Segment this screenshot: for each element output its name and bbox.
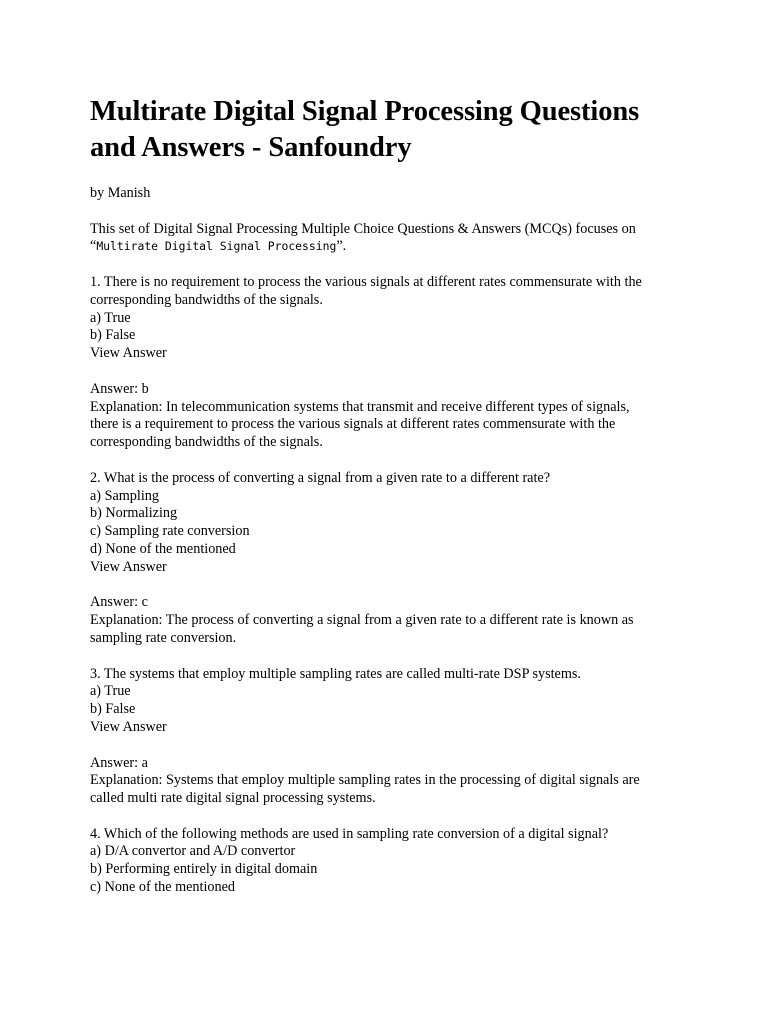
question-4 bbox=[90, 826, 688, 897]
explanation-line: Explanation: The process of converting a signal from a given rate to a different rate is known as bbox=[90, 612, 634, 629]
answer-block-3 bbox=[90, 755, 688, 808]
answer-option: a) Sampling bbox=[90, 487, 159, 504]
answer-option: a) True bbox=[90, 683, 131, 700]
explanation-line: corresponding bandwidths of the signals. bbox=[90, 434, 323, 451]
question-2 bbox=[90, 470, 688, 577]
question-1 bbox=[90, 274, 688, 363]
explanation-line: Explanation: Systems that employ multiple sampling rates in the processing of digital signals are bbox=[90, 772, 640, 789]
answer-option: c) Sampling rate conversion bbox=[90, 523, 250, 540]
answer-option: d) None of the mentioned bbox=[90, 540, 236, 557]
question-text-line: 3. The systems that employ multiple sampling rates are called multi-rate DSP systems. bbox=[90, 665, 581, 682]
answer-label: Answer: c bbox=[90, 594, 148, 611]
intro-line-1: This set of Digital Signal Processing Multiple Choice Questions & Answers (MCQs) focuses on bbox=[90, 220, 636, 237]
answer-label: Answer: a bbox=[90, 754, 148, 771]
title-line-2: and Answers - Sanfoundry bbox=[90, 132, 412, 163]
view-answer-link[interactable]: View Answer bbox=[90, 558, 167, 575]
view-answer-link[interactable]: View Answer bbox=[90, 345, 167, 362]
author-byline: by Manish bbox=[90, 185, 151, 201]
close-quote: ”. bbox=[336, 238, 347, 255]
answer-label: Answer: b bbox=[90, 380, 149, 397]
answer-option: a) D/A convertor and A/D convertor bbox=[90, 843, 296, 860]
title-line-1: Multirate Digital Signal Processing Questions bbox=[90, 96, 640, 127]
answer-block-2 bbox=[90, 594, 688, 647]
explanation-line: Explanation: In telecommunication systems that transmit and receive different types of signals, bbox=[90, 398, 630, 415]
view-answer-link[interactable]: View Answer bbox=[90, 718, 167, 735]
explanation-line: called multi rate digital signal processing systems. bbox=[90, 790, 376, 807]
answer-option: b) Performing entirely in digital domain bbox=[90, 861, 318, 878]
intro-line-2 bbox=[90, 238, 688, 256]
question-text-line: 2. What is the process of converting a signal from a given rate to a different rate? bbox=[90, 469, 551, 486]
question-3 bbox=[90, 666, 688, 737]
explanation-line: there is a requirement to process the various signals at different rates commensurate with the bbox=[90, 416, 616, 433]
answer-option: b) False bbox=[90, 701, 136, 718]
question-text-line: 1. There is no requirement to process the various signals at different rates commensurate with the bbox=[90, 273, 642, 290]
explanation-line: sampling rate conversion. bbox=[90, 629, 237, 646]
answer-option: b) False bbox=[90, 327, 136, 344]
open-quote: “ bbox=[90, 238, 97, 255]
answer-option: b) Normalizing bbox=[90, 505, 178, 522]
answer-option: a) True bbox=[90, 309, 131, 326]
page-title bbox=[90, 94, 688, 166]
intro-paragraph bbox=[90, 221, 688, 257]
answer-block-1 bbox=[90, 381, 688, 452]
question-text-line: 4. Which of the following methods are used in sampling rate conversion of a digital signal? bbox=[90, 825, 609, 842]
intro-topic: Multirate Digital Signal Processing bbox=[96, 239, 337, 254]
question-text-line: corresponding bandwidths of the signals. bbox=[90, 291, 323, 308]
answer-option: c) None of the mentioned bbox=[90, 879, 235, 896]
